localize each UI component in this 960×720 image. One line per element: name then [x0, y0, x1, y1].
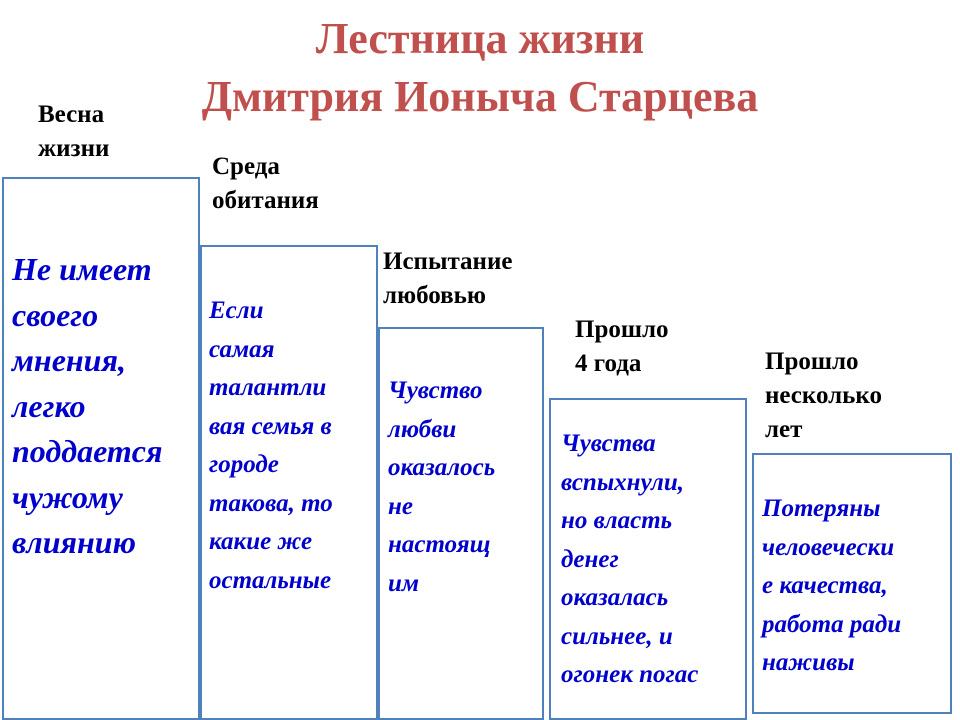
stage-text-line: Чувства: [561, 430, 656, 457]
stage-text-line: наживы: [762, 649, 855, 676]
stage-text-line: настоящ: [388, 531, 491, 558]
stage-text-line: легко: [12, 387, 86, 424]
stage-text-line: человечески: [762, 533, 895, 561]
stage-text-line: работа ради: [762, 610, 902, 638]
stage-text-line: им: [388, 569, 420, 597]
stage-text-line: городе: [209, 451, 279, 478]
stage-label-line: Прошло: [765, 348, 859, 375]
stage-text-line: какие же: [209, 528, 313, 555]
stage-text-line: мнения,: [12, 342, 126, 378]
stage-text-line: талантли: [209, 374, 327, 401]
stage-text-line: Чувство: [388, 377, 483, 404]
stage-text-line: вспыхнули,: [561, 468, 684, 496]
stage-text-line: но власть: [561, 507, 673, 534]
stage-text-line: чужому: [12, 478, 123, 515]
stage-label-several-years-passed: [765, 345, 882, 447]
stage-text-four-years-passed: [561, 425, 698, 695]
stage-label-trial-of-love: [383, 245, 512, 313]
stage-text-line: оказалась: [561, 584, 669, 611]
stage-text-line: огонек погас: [561, 661, 699, 688]
stage-label-line: Прошло: [575, 316, 669, 343]
stage-label-line: жизни: [38, 135, 110, 162]
stage-text-line: остальные: [209, 566, 332, 594]
stage-text-several-years-passed: [762, 490, 901, 683]
stage-text-line: вая семья в: [209, 412, 332, 440]
stage-label-line: 4 года: [575, 350, 642, 377]
stage-label-line: Весна: [38, 101, 105, 128]
stage-label-four-years-passed: [575, 313, 668, 381]
stage-text-line: Не имеет: [12, 251, 152, 287]
stage-label-line: лет: [765, 416, 803, 443]
stage-text-line: влиянию: [12, 524, 136, 560]
stage-text-line: самая: [209, 335, 275, 363]
title-line-2: Дмитрия Ионыча Старцева: [201, 72, 759, 121]
stage-text-line: Если: [209, 297, 264, 324]
stage-text-line: своего: [12, 296, 99, 333]
stage-text-line: денег: [561, 545, 619, 573]
title-line-1: Лестница жизни: [315, 14, 645, 63]
stage-label-line: любовью: [383, 282, 487, 309]
stage-label-environment: [212, 150, 319, 218]
stage-text-trial-of-love: [388, 372, 495, 603]
stage-text-line: сильнее, и: [561, 622, 673, 650]
stage-text-line: Потеряны: [762, 495, 881, 522]
stage-label-line: несколько: [765, 382, 882, 409]
stage-text-line: не: [388, 492, 413, 520]
stage-text-line: такова, то: [209, 489, 333, 517]
stage-text-environment: [209, 292, 333, 600]
stage-text-line: поддается: [12, 433, 163, 469]
stage-text-line: е качества,: [762, 572, 888, 599]
stage-label-spring-of-life: [38, 98, 109, 166]
stage-label-line: Среда: [212, 153, 280, 180]
stage-label-line: Испытание: [383, 248, 513, 275]
stage-label-line: обитания: [212, 187, 319, 214]
stage-text-line: оказалось: [388, 454, 496, 481]
stage-text-line: любви: [388, 415, 457, 443]
stage-text-spring-of-life: [12, 247, 162, 566]
